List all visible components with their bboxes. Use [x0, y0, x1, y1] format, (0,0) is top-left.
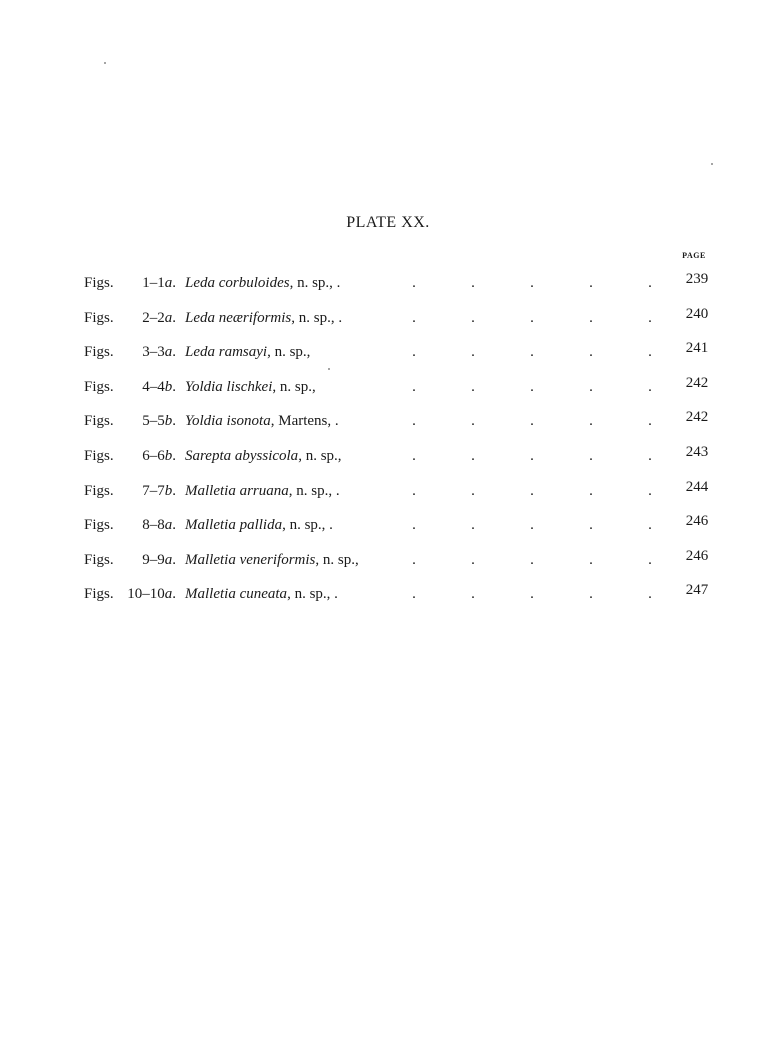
species-description: [185, 545, 359, 575]
index-row: [84, 510, 724, 545]
figure-range-letter: a: [164, 309, 173, 326]
index-row: [84, 268, 724, 303]
dot-leaders: . . . . .: [412, 378, 652, 395]
figure-range: 9–9a.: [142, 551, 176, 568]
species-description: [185, 476, 340, 506]
species-name: Malletia arruana: [185, 482, 289, 499]
species-description: [185, 268, 340, 298]
figure-range-numbers: 9–9: [142, 551, 165, 568]
index-row: [84, 406, 724, 441]
dot-leaders: . . . . .: [412, 344, 652, 361]
figure-range-letter: a: [164, 275, 173, 291]
index-row: [84, 303, 724, 338]
paper-speck: [711, 163, 713, 165]
figs-label: Figs.: [84, 447, 114, 464]
figure-range-letter: a: [164, 344, 173, 361]
figure-range-letter: a: [164, 551, 173, 568]
page-number: 246: [685, 547, 709, 564]
page-number: 241: [685, 340, 709, 357]
figure-range-numbers: 2–2: [142, 309, 165, 326]
species-name: Yoldia lischkei: [185, 378, 273, 395]
dot-leaders: . . . . .: [412, 551, 652, 568]
figure-range: 4–4b.: [142, 378, 176, 395]
figs-label: Figs.: [84, 517, 114, 534]
dot-leaders: . . . . .: [412, 482, 652, 499]
species-description: [185, 510, 333, 540]
figs-label: Figs.: [84, 275, 114, 291]
page-number: 240: [685, 305, 709, 322]
species-suffix: , n. sp., .: [288, 482, 340, 499]
dot-leaders: . . . . .: [412, 413, 652, 430]
index-row: [84, 372, 724, 407]
species-name: Leda ramsayi: [185, 344, 268, 361]
page-number: 244: [685, 478, 709, 495]
figs-label: Figs.: [84, 309, 114, 326]
page-number: 247: [685, 582, 709, 599]
dot-leaders: . . . . .: [412, 517, 652, 534]
species-suffix: , n. sp.,: [298, 447, 342, 464]
figure-range-numbers: 4–4: [142, 378, 165, 395]
page-number: 246: [685, 513, 709, 530]
dot-leaders: . . . . .: [412, 447, 652, 464]
species-suffix: , Martens, .: [270, 413, 339, 430]
species-name: Leda neæriformis: [185, 309, 292, 326]
species-name: Malletia veneriformis: [185, 551, 316, 568]
index-row: [84, 545, 724, 580]
species-suffix: , n. sp.,: [272, 378, 316, 395]
species-suffix: , n. sp.,: [315, 551, 359, 568]
figure-range-numbers: 3–3: [142, 344, 165, 361]
figure-range: 6–6b.: [142, 447, 176, 464]
plate-title: PLATE XX.: [346, 214, 430, 231]
species-suffix: , n. sp., .: [291, 309, 343, 326]
page-number: 242: [685, 409, 709, 426]
figure-range: 2–2a.: [142, 309, 176, 326]
index-row: [84, 441, 724, 476]
species-suffix: , n. sp., .: [282, 517, 333, 534]
figs-label: Figs.: [84, 551, 114, 568]
species-description: [185, 303, 342, 333]
species-name: Sarepta abyssicola: [185, 447, 299, 464]
figs-label: Figs.: [84, 586, 114, 603]
figure-range-numbers: 10–10: [127, 586, 165, 603]
figs-label: Figs.: [84, 413, 114, 430]
species-name: Leda corbuloides: [185, 275, 290, 291]
figure-range-letter: b: [164, 447, 173, 464]
species-description: [185, 372, 316, 402]
page-number: 242: [685, 374, 709, 391]
species-name: Malletia pallida: [185, 517, 283, 534]
figure-range: 10–10a.: [127, 586, 176, 603]
figure-range: 5–5b.: [142, 413, 176, 430]
paper-speck: [104, 62, 106, 64]
dot-leaders: . . . . .: [412, 586, 652, 603]
page-column-header: PAGE: [682, 251, 706, 260]
species-name: Yoldia isonota: [185, 413, 271, 430]
figure-range: 8–8a.: [142, 517, 176, 534]
figs-label: Figs.: [84, 344, 114, 361]
figure-range: 7–7b.: [142, 482, 176, 499]
species-suffix: , n. sp., .: [287, 586, 338, 603]
species-name: Malletia cuneata: [185, 586, 288, 603]
species-suffix: , n. sp.,: [267, 344, 311, 361]
figure-range-numbers: 8–8: [142, 517, 165, 534]
species-description: [185, 337, 310, 367]
figure-range-letter: a: [164, 586, 173, 603]
figs-label: Figs.: [84, 378, 114, 395]
plate-index: [84, 268, 724, 614]
figure-range-numbers: 1–1: [142, 275, 165, 291]
figure-range: 1–1a.: [142, 275, 176, 291]
page-number: 239: [685, 271, 709, 287]
species-description: [185, 406, 339, 436]
figure-range-letter: b: [164, 378, 173, 395]
dot-leaders: . . . . .: [412, 275, 652, 291]
index-row: [84, 337, 724, 372]
dot-leaders: . . . . .: [412, 309, 652, 326]
species-description: [185, 579, 338, 609]
figure-range: 3–3a.: [142, 344, 176, 361]
index-row: [84, 579, 724, 614]
figure-range-letter: b: [164, 482, 173, 499]
page-number: 243: [685, 443, 709, 460]
figure-range-numbers: 6–6: [142, 447, 165, 464]
figure-range-letter: a: [164, 517, 173, 534]
figure-range-numbers: 5–5: [142, 413, 165, 430]
figure-range-numbers: 7–7: [142, 482, 165, 499]
species-description: [185, 441, 342, 471]
figure-range-letter: b: [164, 413, 173, 430]
species-suffix: , n. sp., .: [289, 275, 341, 291]
index-row: [84, 476, 724, 511]
figs-label: Figs.: [84, 482, 114, 499]
